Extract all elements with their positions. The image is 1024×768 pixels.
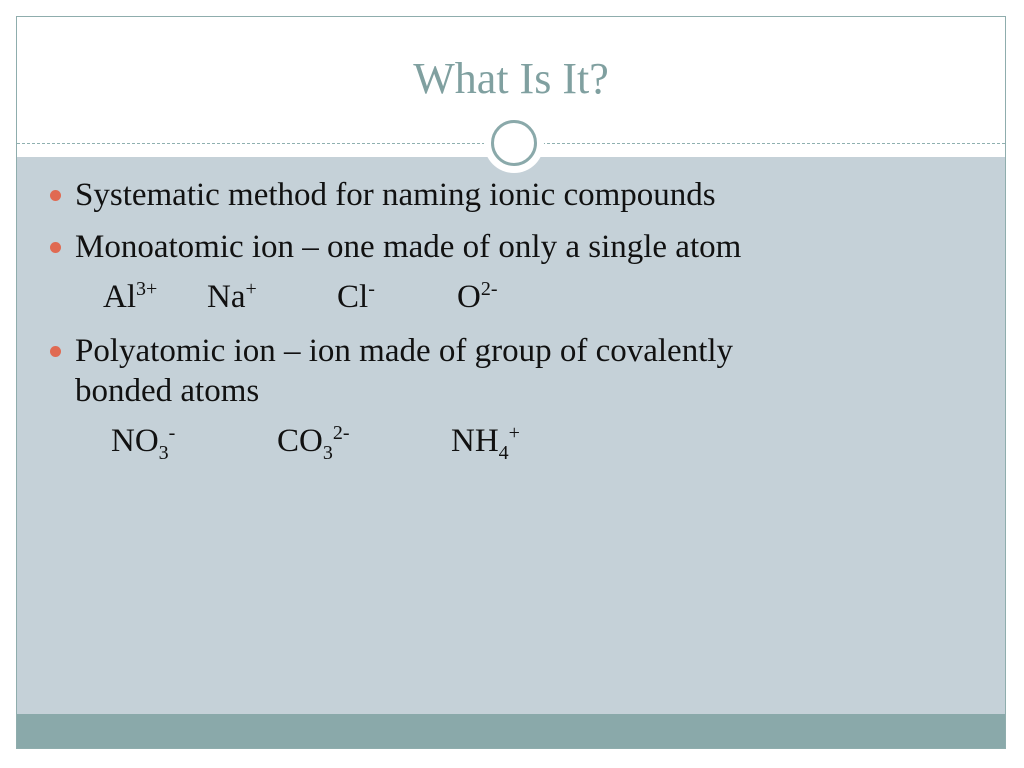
circle-ornament-icon <box>484 113 544 173</box>
bullet-text: Systematic method for naming ionic compounds <box>75 177 716 213</box>
ion-formula: $O^{2-}$ <box>457 278 498 315</box>
bullet-item <box>75 175 955 215</box>
polyatomic-ion-examples <box>111 421 711 465</box>
bullet-item <box>75 331 955 411</box>
bullet-dot-icon <box>50 346 61 357</box>
bullet-dot-icon <box>50 242 61 253</box>
ion-formula: $Al^{3+}$ <box>103 278 158 315</box>
bullet-dot-icon <box>50 190 61 201</box>
bullet-text: Monoatomic ion – one made of only a single atom <box>75 229 742 265</box>
ion-formula: Na+ <box>207 278 257 315</box>
monoatomic-ion-examples <box>103 277 703 317</box>
ring-icon <box>491 120 537 166</box>
ion-formula: $NO_3^-$ <box>111 422 176 464</box>
ion-formula: $CO_3^{2-}$ <box>277 422 350 464</box>
bullet-text-line: bonded atoms <box>75 373 260 409</box>
bullet-item <box>75 227 955 267</box>
footer-bar <box>17 714 1005 748</box>
slide-title: What Is It? <box>413 54 609 103</box>
bullet-text-line: Polyatomic ion – ion made of group of covalently <box>75 333 734 369</box>
slide-frame <box>16 16 1006 749</box>
ion-formula: Cl- <box>337 278 375 315</box>
ion-formula: $NH_4^+$ <box>451 422 520 464</box>
